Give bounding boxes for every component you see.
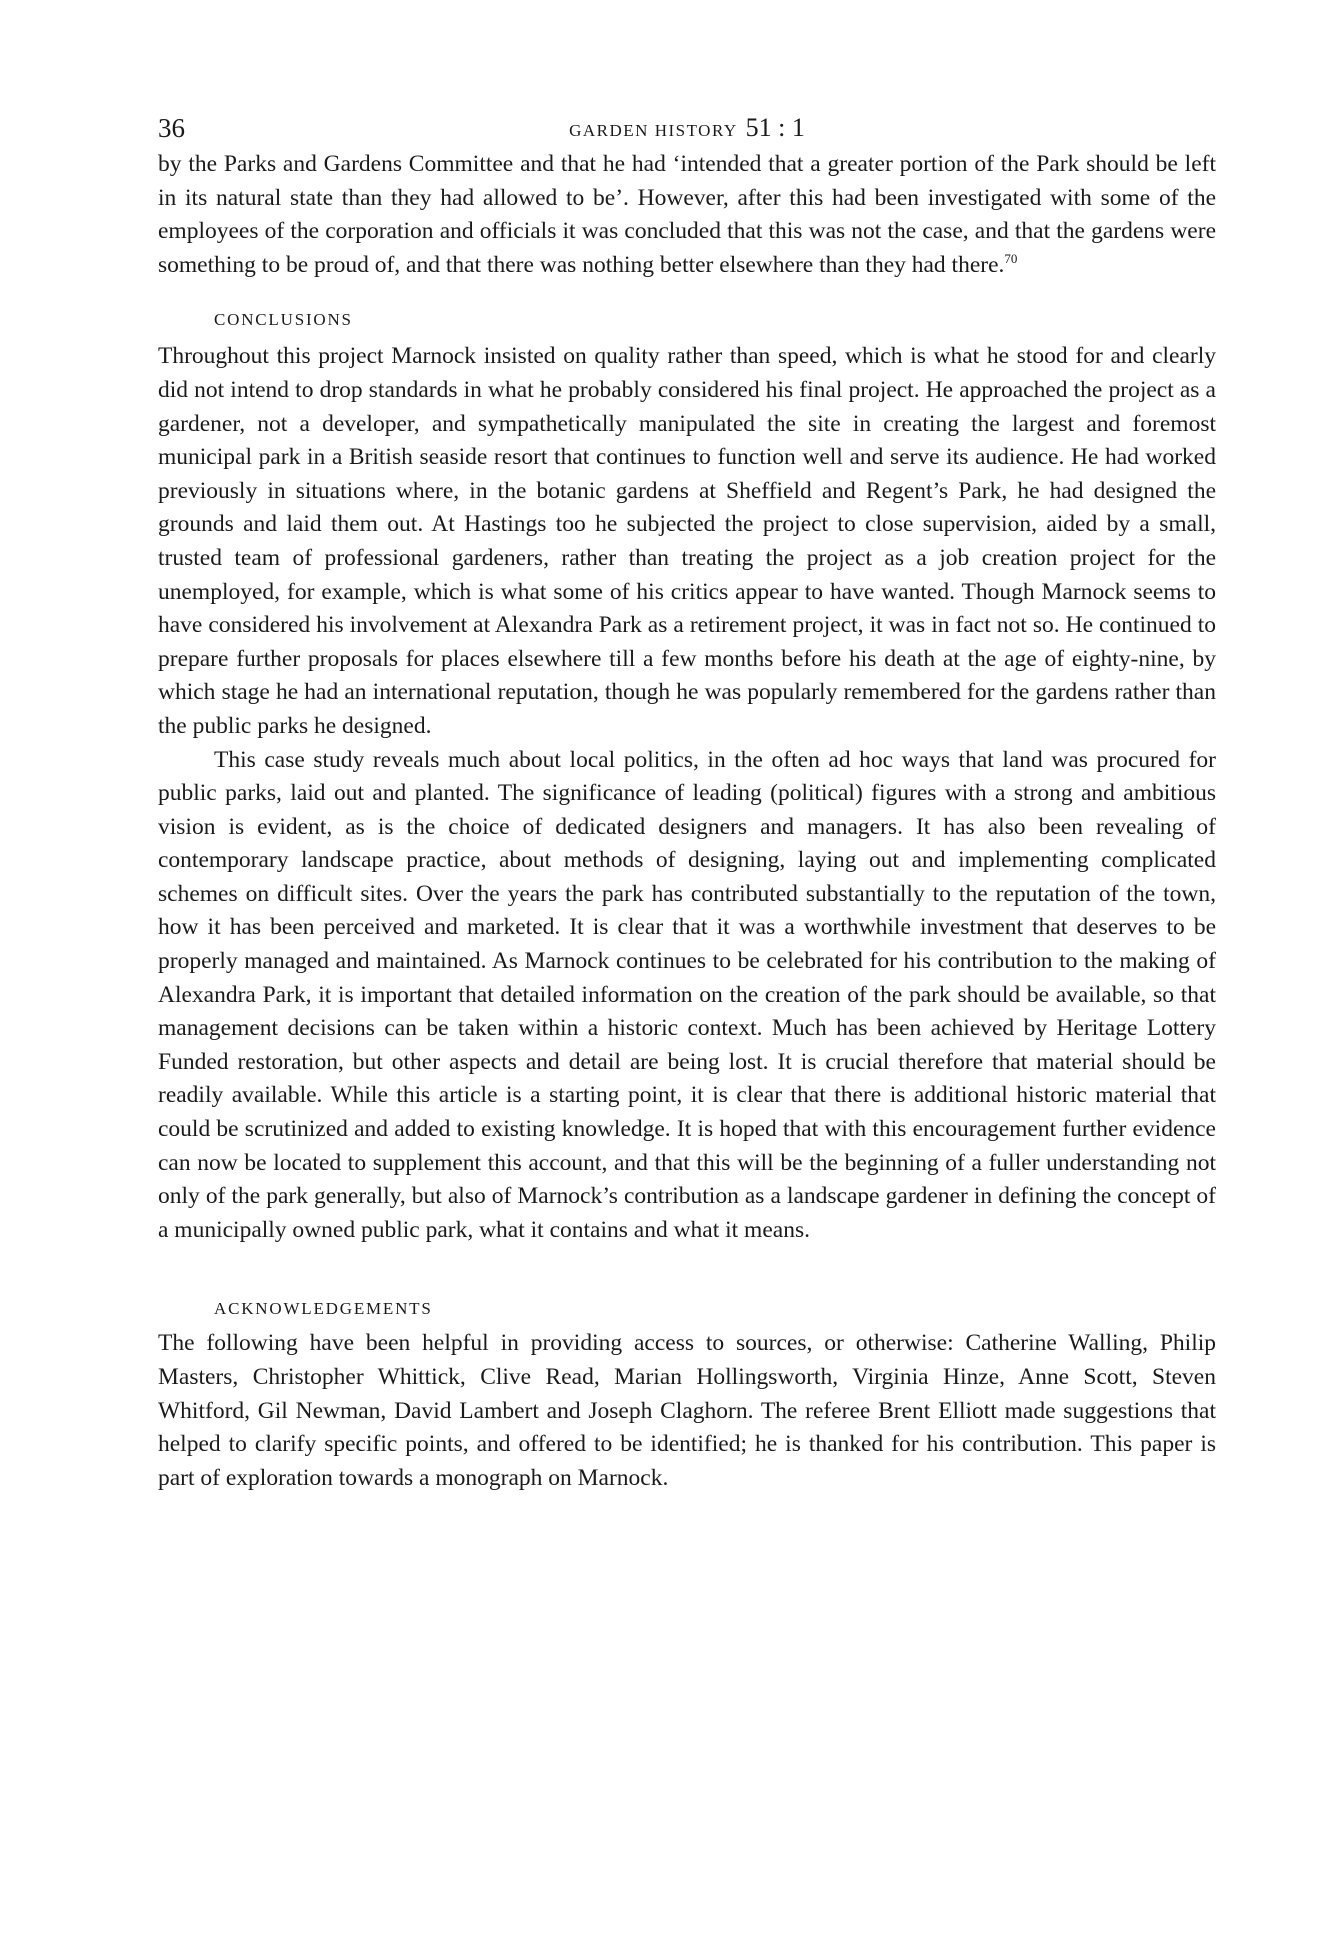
running-head xyxy=(158,110,1216,146)
conclusions-paragraph-1: Throughout this project Marnock insisted on quality rather than speed, which is what he stood for and clearly did not intend to drop standards in what he probably considered his final project. He approached the project as a gardener, not a developer, and sympathetically manipulated the site in creating the largest and foremost municipal park in a British seaside resort that continues to function well and serve its audience. He had worked previously in situations where, in the botanic gardens at Sheffield and Regent’s Park, he had designed the grounds and laid them out. At Hastings too he subjected the project to close supervision, aided by a small, trusted team of professional gardeners, rather than treating the project as a job creation project for the unemployed, for example, which is what some of his critics appear to have wanted. Though Marnock seems to have considered his involvement at Alexandra Park as a retirement project, it was in fact not so. He continued to prepare further proposals for places elsewhere till a few months before his death at the age of eighty-nine, by which stage he had an international reputation, though he was popularly remembered for the gardens rather than the public parks he designed. xyxy=(158,343,1216,739)
continued-paragraph xyxy=(158,148,1216,282)
continued-paragraph-text: by the Parks and Gardens Committee and that he had ‘intended that a greater portion of the Park should be left in its natural state than they had allowed to be’. However, after this had been investigated with some of the employees of the corporation and officials it was concluded that this was not the case, and that the gardens were something to be proud of, and that there was nothing better elsewhere than they had there. xyxy=(158,151,1216,278)
conclusions-heading: CONCLUSIONS xyxy=(214,310,353,330)
journal-volume: 51 : 1 xyxy=(745,113,805,142)
acknowledgements-heading: ACKNOWLEDGEMENTS xyxy=(214,1299,433,1319)
journal-name: GARDEN HISTORY xyxy=(569,121,738,140)
page-number: 36 xyxy=(158,113,185,143)
journal-page xyxy=(158,110,1216,1495)
footnote-reference: 70 xyxy=(1004,250,1018,266)
journal-title xyxy=(158,110,1216,150)
conclusions-paragraph-2: This case study reveals much about local politics, in the often ad hoc ways that land was procured for public parks, laid out and planted. The significance of leading (political) figures with a strong and ambitious vision is evident, as is the choice of dedicated designers and managers. It has also been revealing of contemporary landscape practice, about methods of designing, laying out and implementing complicated schemes on difficult sites. Over the years the park has contributed substantially to the reputation of the town, how it has been perceived and marketed. It is clear that it was a worthwhile investment that deserves to be properly managed and maintained. As Marnock continues to be celebrated for his contribution to the making of Alexandra Park, it is important that detailed information on the creation of the park should be available, so that management decisions can be taken within a historic context. Much has been achieved by Heritage Lottery Funded restoration, but other aspects and detail are being lost. It is crucial therefore that material should be readily available. While this article is a starting point, it is clear that there is additional historic material that could be scrutinized and added to existing knowledge. It is hoped that with this encouragement further evidence can now be located to supplement this account, and that this will be the beginning of a fuller understanding not only of the park generally, but also of Marnock’s contribution as a landscape gardener in defining the concept of a municipally owned public park, what it contains and what it means. xyxy=(158,746,1216,1243)
acknowledgements-paragraph: The following have been helpful in providing access to sources, or otherwise: Catherine Walling, Philip Masters, Christopher Whittick, Clive Read, Marian Hollingsworth, Virginia Hinze, Anne Scott, Steven Whitford, Gil Newman, David Lambert and Joseph Claghorn. The referee Brent Elliott made suggestions that helped to clarify specific points, and offered to be identified; he is thanked for his contribution. This paper is part of exploration towards a monograph on Marnock. xyxy=(158,1330,1216,1491)
